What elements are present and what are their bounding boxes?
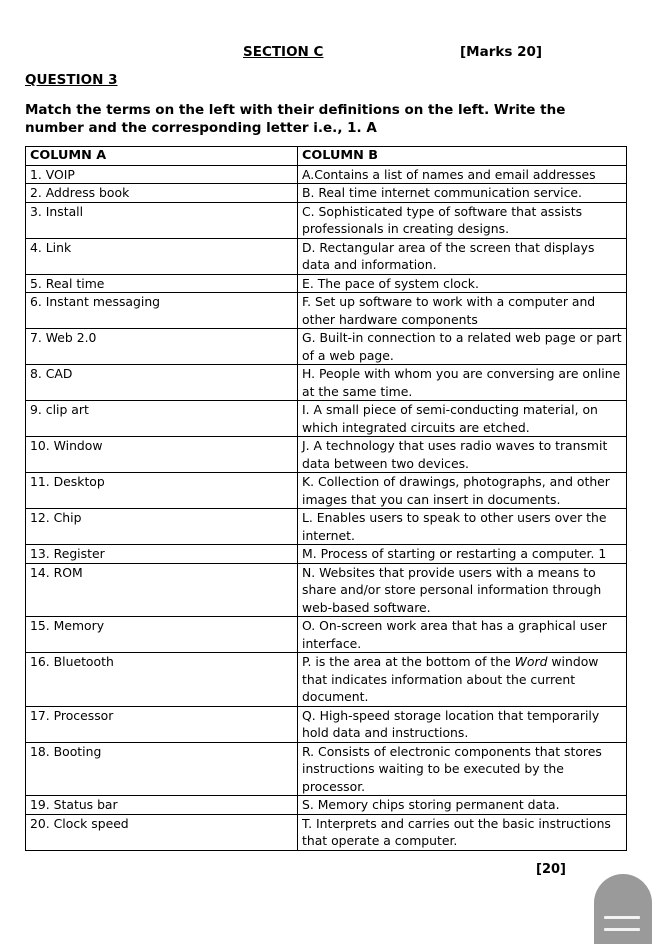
term-cell: 17. Processor — [26, 706, 298, 742]
total-marks: [20] — [536, 862, 566, 877]
word-emphasis: Word — [514, 654, 548, 669]
table-row — [26, 617, 627, 653]
table-row — [26, 293, 627, 329]
table-row — [26, 184, 627, 203]
table-row — [26, 329, 627, 365]
term-cell: 13. Register — [26, 545, 298, 564]
floating-menu-button[interactable] — [594, 874, 652, 944]
definition-cell: R. Consists of electronic components that stores instructions waiting to be executed by the processor. — [298, 742, 627, 796]
definition-cell: F. Set up software to work with a computer and other hardware components — [298, 293, 627, 329]
section-title: SECTION C — [243, 44, 324, 60]
table-row — [26, 742, 627, 796]
table-row — [26, 509, 627, 545]
term-cell: 15. Memory — [26, 617, 298, 653]
question-title: QUESTION 3 — [25, 72, 118, 88]
term-cell: 16. Bluetooth — [26, 653, 298, 707]
term-cell: 7. Web 2.0 — [26, 329, 298, 365]
table-row — [26, 437, 627, 473]
term-cell: 12. Chip — [26, 509, 298, 545]
table-row — [26, 365, 627, 401]
definition-cell: S. Memory chips storing permanent data. — [298, 796, 627, 815]
definition-cell: G. Built-in connection to a related web page or part of a web page. — [298, 329, 627, 365]
table-row — [26, 706, 627, 742]
table-row — [26, 563, 627, 617]
definition-cell: Q. High-speed storage location that temporarily hold data and instructions. — [298, 706, 627, 742]
term-cell: 8. CAD — [26, 365, 298, 401]
table-row — [26, 202, 627, 238]
column-a-header: COLUMN A — [26, 147, 298, 166]
definition-cell: J. A technology that uses radio waves to transmit data between two devices. — [298, 437, 627, 473]
table-row — [26, 473, 627, 509]
term-cell: 4. Link — [26, 238, 298, 274]
definition-cell: D. Rectangular area of the screen that displays data and information. — [298, 238, 627, 274]
table-row — [26, 238, 627, 274]
term-cell: 10. Window — [26, 437, 298, 473]
term-cell: 5. Real time — [26, 274, 298, 293]
term-cell: 3. Install — [26, 202, 298, 238]
term-cell: 11. Desktop — [26, 473, 298, 509]
table-row — [26, 274, 627, 293]
definition-cell: K. Collection of drawings, photographs, and other images that you can insert in documents. — [298, 473, 627, 509]
table-row — [26, 165, 627, 184]
definition-text: window that indicates information about the current document. — [302, 654, 599, 704]
definition-cell: L. Enables users to speak to other users over the internet. — [298, 509, 627, 545]
term-cell: 9. clip art — [26, 401, 298, 437]
definition-cell: B. Real time internet communication service. — [298, 184, 627, 203]
table-row — [26, 545, 627, 564]
table-header-row — [26, 147, 627, 166]
term-cell: 18. Booting — [26, 742, 298, 796]
term-cell: 6. Instant messaging — [26, 293, 298, 329]
definition-text: P. is the area at the bottom of the — [302, 654, 515, 669]
definition-cell: M. Process of starting or restarting a computer. 1 — [298, 545, 627, 564]
table-row — [26, 814, 627, 850]
term-cell: 20. Clock speed — [26, 814, 298, 850]
definition-cell: I. A small piece of semi-conducting material, on which integrated circuits are etched. — [298, 401, 627, 437]
table-row — [26, 653, 627, 707]
term-cell: 2. Address book — [26, 184, 298, 203]
definition-cell: C. Sophisticated type of software that assists professionals in creating designs. — [298, 202, 627, 238]
column-b-header: COLUMN B — [298, 147, 627, 166]
table-row — [26, 401, 627, 437]
definition-cell: N. Websites that provide users with a means to share and/or store personal information through web-based software. — [298, 563, 627, 617]
matching-table — [25, 146, 627, 851]
term-cell: 1. VOIP — [26, 165, 298, 184]
definition-cell — [298, 653, 627, 707]
marks-label: [Marks 20] — [460, 44, 543, 60]
question-instructions: Match the terms on the left with their definitions on the left. Write the number and the corresponding letter i.e., 1. A — [25, 102, 566, 136]
definition-cell: E. The pace of system clock. — [298, 274, 627, 293]
definition-cell: O. On-screen work area that has a graphical user interface. — [298, 617, 627, 653]
table-row — [26, 796, 627, 815]
definition-cell: A.Contains a list of names and email addresses — [298, 165, 627, 184]
term-cell: 14. ROM — [26, 563, 298, 617]
definition-cell: T. Interprets and carries out the basic instructions that operate a computer. — [298, 814, 627, 850]
term-cell: 19. Status bar — [26, 796, 298, 815]
definition-cell: H. People with whom you are conversing are online at the same time. — [298, 365, 627, 401]
